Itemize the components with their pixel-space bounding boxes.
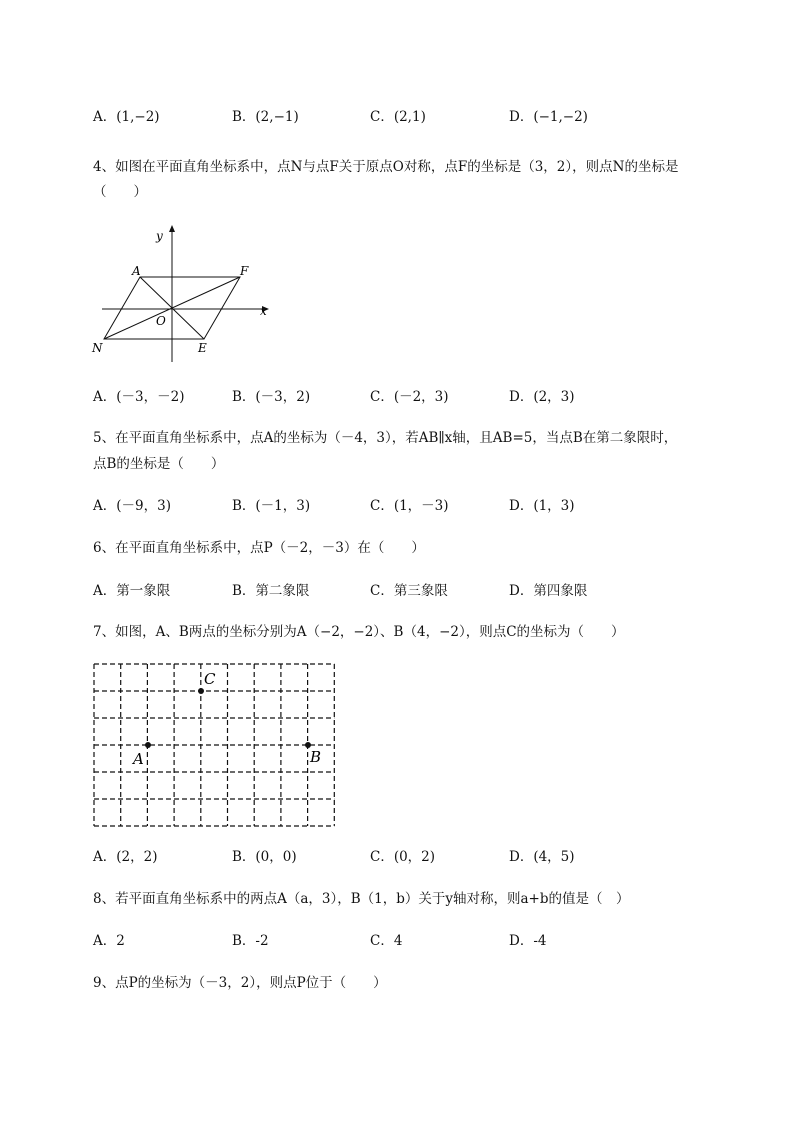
q3-option-a: A．(1,−2) (93, 109, 160, 125)
q6-stem-line1: 6、在平面直角坐标系中，点P（－2，－3）在（ ） (93, 540, 425, 556)
q4-option-a: A．(－3，－2) (93, 389, 185, 405)
label-a: A (132, 264, 141, 278)
label-f: F (240, 264, 249, 278)
q8-option-d: D．-4 (509, 933, 547, 949)
label-x: x (260, 304, 267, 318)
q4-option-b: B．(－3，2) (232, 389, 311, 405)
q7-option-b: B．(0，0) (232, 849, 297, 865)
q7-option-c: C．(0，2) (370, 849, 436, 865)
label-n: N (92, 341, 103, 355)
label-y: y (156, 229, 163, 243)
q6-option-a: A．第一象限 (93, 583, 171, 599)
q5-option-b: B．(－1，3) (232, 498, 311, 514)
q8-stem-line1: 8、若平面直角坐标系中的两点A（a，3），B（1，b）关于y轴对称，则a+b的值是（ ） (93, 891, 630, 907)
q3-option-c: C．(2,1) (370, 109, 426, 125)
point-c (198, 688, 204, 694)
q7-grid-figure (90, 660, 340, 832)
label-c: C (204, 670, 216, 688)
q7-stem-line1: 7、如图，A、B两点的坐标分别为A（−2，−2）、B（4，−2），则点C的坐标为（ ） (93, 624, 625, 640)
q5-option-c: C．(1，－3) (370, 498, 449, 514)
label-a: A (133, 750, 144, 768)
q4-stem-line2: （ ） (93, 184, 147, 200)
q4-option-c: C．(－2，3) (370, 389, 449, 405)
q6-option-d: D．第四象限 (509, 583, 588, 599)
q9-stem-line1: 9、点P的坐标为（－3，2），则点P位于（ ） (93, 975, 387, 991)
q3-option-d: D．(−1,−2) (509, 109, 588, 125)
q6-option-b: B．第二象限 (232, 583, 310, 599)
q8-option-c: C．4 (370, 933, 403, 949)
label-e: E (198, 341, 207, 355)
q4-coordinate-figure (88, 220, 288, 370)
q5-stem-line2: 点B的坐标是（ ） (93, 456, 225, 472)
q7-option-d: D．(4，5) (509, 849, 575, 865)
label-b: B (310, 748, 322, 766)
point-a (145, 742, 151, 748)
q5-option-a: A．(－9，3) (93, 498, 171, 514)
q8-option-a: A．2 (93, 933, 125, 949)
q8-option-b: B．-2 (232, 933, 269, 949)
q5-option-d: D．(1，3) (509, 498, 575, 514)
q5-stem-line1: 5、在平面直角坐标系中，点A的坐标为（－4，3），若AB∥x轴，且AB=5，当点B在第二象限时， (93, 430, 678, 446)
q7-option-a: A．(2，2) (93, 849, 158, 865)
q6-option-c: C．第三象限 (370, 583, 448, 599)
q4-option-d: D．(2，3) (509, 389, 575, 405)
dashed-grid (94, 664, 334, 826)
label-o: O (156, 314, 166, 328)
q4-stem-line1: 4、如图在平面直角坐标系中，点N与点F关于原点O对称，点F的坐标是（3，2），则点N的坐标是 (93, 159, 679, 175)
q3-option-b: B．(2,−1) (232, 109, 299, 125)
